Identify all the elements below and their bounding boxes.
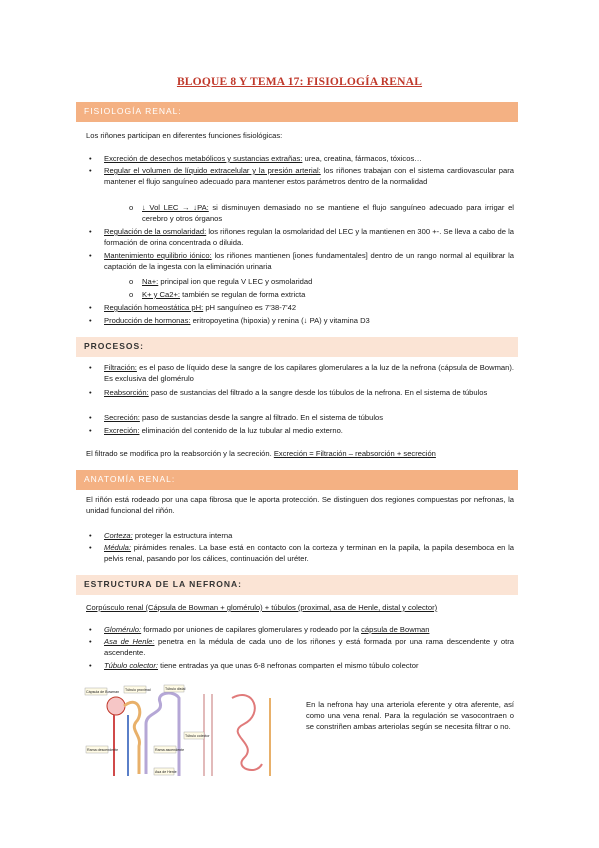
fig-label: Asa de Henle: [155, 770, 177, 774]
list-item: • Asa de Henle: penetra en la médula de cada uno de los riñones y está formada por una rama descendente y otra ascendente.: [89, 637, 515, 657]
list-item: • Filtración: es el paso de líquido dese la sangre de los capilares glomerulares a la luz de la nefrona (cápsula de Bowman). Es exclusiva del glomérulo: [89, 363, 514, 383]
fig-label: Cápsula de Bowman: [86, 690, 120, 694]
intro-text: Los riñones participan en diferentes funciones fisiológicas:: [86, 131, 283, 140]
fig-label: Túbulo proximal: [125, 688, 151, 692]
nephron-structure: Corpúsculo renal (Cápsula de Bowman + glomérulo) + túbulos (proximal, asa de Henle, distal y colector): [86, 603, 438, 612]
glomerulus-shape: [107, 697, 125, 715]
section-header-nefrona: ESTRUCTURA DE LA NEFRONA:: [76, 575, 518, 595]
nephron-diagram: [84, 684, 296, 782]
list-item: • Excreción: eliminación del contenido de la luz tubular al medio externo.: [89, 426, 343, 435]
fig-label: Rama descendente: [87, 748, 119, 752]
list-item: • Túbulo colector: tiene entradas ya que unas 6-8 nefronas comparten el mismo túbulo colector: [89, 661, 419, 670]
list-item: • Regulación homeostática pH: pH sanguíneo es 7’38-7’42: [89, 303, 297, 312]
nephron-side-text: En la nefrona hay una arteriola eferente y otra aferente, así como una vena renal. Para la regulación se vasocontraen o se constriñen ambas arteriolas según se necesita filtrar o no.: [306, 700, 514, 731]
sub-list-item: o K+ y Ca2+: también se regulan de forma extricta: [129, 290, 306, 299]
list-item: • Reabsorción: paso de sustancias del filtrado a la sangre desde los túbulos de la nefrona. En el sistema de túbulos: [89, 388, 488, 397]
section-header-procesos: PROCESOS:: [76, 337, 518, 357]
list-item: • Regulación de la osmolaridad: los riñones regulan la osmolaridad del LEC y la mantienen en 300 +-. Se lleva a cabo de la formación de orina concentrada o diluida.: [89, 227, 514, 247]
list-item: • Excreción de desechos metabólicos y sustancias extrañas: urea, creatina, fármacos, tóxicos…: [89, 154, 422, 163]
process-note: El filtrado se modifica pro la reabsorción y la secreción. Excreción = Filtración – reabsorción + secreción: [86, 449, 436, 458]
section-header-fisiologia: FISIOLOGÍA RENAL:: [76, 102, 518, 122]
list-item: • Secreción: paso de sustancias desde la sangre al filtrado. En el sistema de túbulos: [89, 413, 384, 422]
sub-list-item: o ↓ Vol LEC → ↓PA: si disminuyen demasiado no se mantiene el flujo sanguíneo adecuado para irrigar el cerebro y otros órganos: [129, 203, 514, 223]
anatomy-intro: El riñón está rodeado por una capa fibrosa que le aporta protección. Se distinguen dos regiones compuestas por nefronas, la unidad funcional del riñón.: [86, 495, 514, 515]
sub-list-item: o Na+: principal ion que regula V LEC y osmolaridad: [129, 277, 313, 286]
fig-label: Túbulo distal: [165, 687, 186, 691]
list-item: • Corteza: proteger la estructura interna: [89, 531, 233, 540]
list-item: • Médula: pirámides renales. La base está en contacto con la corteza y terminan en la papila, la papila desemboca en la pelvis renal, pasando por los cálices, continuación del uréter.: [89, 543, 514, 563]
list-item: • Glomérulo: formado por uniones de capilares glomerulares y rodeado por la cápsula de Bowman: [89, 625, 430, 634]
list-item: • Mantenimiento equilibrio iónico: los riñones mantienen [iones fundamentales] dentro de un rango normal al equilibrar la captación de la ingesta con la eliminación urinaria: [89, 251, 514, 271]
fig-label: Túbulo colector: [185, 734, 210, 738]
section-header-anatomia: ANATOMÍA RENAL:: [76, 470, 518, 490]
list-item: • Producción de hormonas: eritropoyetina (hipoxia) y renina (↓ PA) y vitamina D3: [89, 316, 370, 325]
page-title: BLOQUE 8 Y TEMA 17: FISIOLOGÍA RENAL: [176, 76, 423, 88]
fig-label: Rama ascendente: [155, 748, 185, 752]
list-item: • Regular el volumen de líquido extracelular y la presión arterial: los riñones trabajan con el sistema cardiovascular para mantener el flujo sanguíneo adecuado para mantener estos parámetros dentro de la normalidad: [89, 166, 514, 186]
formula: Excreción = Filtración – reabsorción + secreción: [273, 449, 436, 458]
